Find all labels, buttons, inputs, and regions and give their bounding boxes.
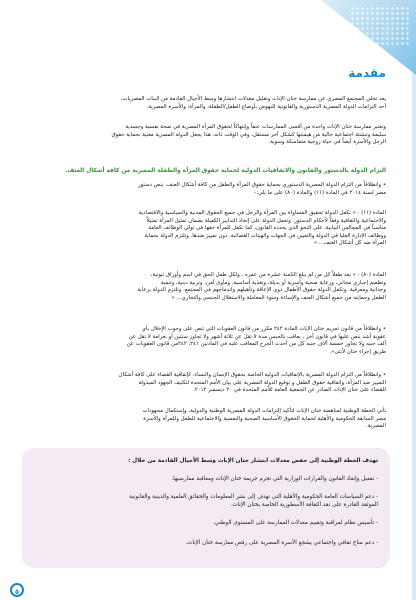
article-80-paragraph	[26, 272, 386, 302]
text-line: • وانطلاقاً من التزام الدولة المصرية الدستوري بحماية حقوق المرأة والطفل من كافة أشكال العنف، ينص دستور	[138, 182, 386, 188]
text-line: مصر السابقة الحكومية والأهلية لحماية الحقوق الأساسية الصحية والنفسية والاجتماعية للطفل وللمرأة والأسرة	[143, 415, 386, 422]
goal-item: - دعم مناخ ثقافي واجتماعي يشجع الأسرة المصرية على رفض ممارسة ختان الإناث.	[185, 540, 378, 546]
goal-item: الموثقة القادرة على نقد الثقافة الأسطورية الخاصة بختان الإناث.	[230, 502, 378, 508]
text-line: وجدانية ومعرفية. وتكفل الدولة حقوق الأطفال ذوي الإعاقة وتأهيلهم واندماجهم في المجتمع. وتلتزم الدولة برعاية	[137, 287, 386, 294]
text-line: المادة (٨٠) : « يعد طفلاً كل من لم يبلغ الثامنة عشرة من عمره ، ولكل طفل الحق في اسم وأوراق ثبوتية،	[150, 272, 386, 278]
text-line: • وانطلاقاً من قانون تجريم ختان الإناث المادة ٢٤٢ مكرر من قانون العقوبات التي تنص على وجوب الإخلال بأي	[141, 326, 386, 332]
intro-paragraph-1	[26, 96, 386, 111]
text-line: ووظائف الإدارة العليا في الدولة والتعيين في الجهات والهيئات القضائية، دون تمييز ضدها. وتلتزم الدولة بحماية	[144, 232, 386, 239]
text-line: سليمة وتنشئة اجتماعية خالية من هيمنتها كشكل آخر مستقل، وفي الوقت ذاته، هذا يجعل الدولة المصرية معنية بحماية حقوق	[111, 131, 386, 138]
section-heading: التزام الدولة بالدستور والقانون والاتفاقيات الدولية لحماية حقوق المرأة والطفلة المصرية من كافة أشكال العنف.	[65, 168, 386, 174]
goal-item: - تفعيل وإنفاذ القانون والقرارات الوزارية التي تجرم جريمة ختان الإناث ومعاقبة ممارسيها.	[171, 476, 378, 482]
text-line: التمييز ضد المرأة، واتفاقية حقوق الطفل و توقيع الدولة المصرية على بيان الأمم المتحدة لتكثيف الجهود المبذولة	[138, 379, 386, 386]
text-line: يعد تخلي المجتمع المصري عن ممارسة ختان الإناث وتقليل معدلات انتشارها وسط الأجيال القادمة من البنات المصريات،	[120, 96, 386, 102]
goals-box	[22, 448, 390, 568]
criminal-law-paragraph	[26, 326, 386, 356]
dot-pattern-decoration	[350, 6, 410, 46]
text-line: ألف جنيه ولا تجاوز خمسة آلاف جنيه كل من أحدث الجرح المعاقب عليه في المادتين ٢٤١، ٢٤٢من قانون العقوبات عن	[126, 341, 386, 348]
goal-item: - دعم السياسات العامة الحكومية والأهلية التي تهدف إلى نشر المعلومات والحقائق العلمية والدينية والقانونية	[129, 494, 378, 500]
side-stripe-decoration	[412, 0, 416, 600]
page-title: مقدمة	[348, 66, 386, 80]
text-line: عقوبة أشد ينص عليها في قانون آخر ، يعاقب بالحبس مدة لا تقل عن ثلاثة أشهر ولا تجاوز سنتين أو بغرامة لا تقل عن	[128, 333, 386, 340]
goal-item: - تأسيس نظام لمراقبة وتقييم معدلات الممارسة على المستوى الوطني.	[212, 520, 378, 526]
text-line: والاجتماعية والثقافية وفقاً لأحكام الدستور. وتعمل الدولة على إتخاذ التدابير الكفيلة بضمان تمثيل المرأة تمثيلاً	[146, 217, 386, 224]
text-line: تأتي الخطة الوطنية لمناهضة ختان الإناث لتأكيد إلتزامات الدولة المصرية الوطنية والدولية، وإستكمال مجهودات	[142, 408, 386, 414]
text-line: مناسباً في المجالس النيابية، على النحو الذي يحدده القانون، كما تكفل للمرأة حقها في تولي الوظائف العامة	[148, 225, 386, 232]
text-line: وتعتبر ممارسة ختان الإناث واحدة من أقسى الممارسات عنفاً وإنتهاكاً لحقوق المرأة المصرية في صحة نفسية وجسدية	[125, 124, 386, 130]
national-plan-paragraph	[26, 408, 386, 431]
text-line: أحد التزامات الدولة المصرية الدستورية والقانونية للنهوض بأوضاع الطفل/الطفلة، والمرأة، والأسرة المصرية.	[146, 103, 386, 110]
text-line: المادة (١١) : « تكفل الدولة تحقيق المساواة بين المرأة والرجل في جميع الحقوق المدنية والسياسية والاقتصادية	[138, 210, 386, 216]
page-number: ٥	[10, 583, 24, 597]
goals-intro: تهدف الخطة الوطنية إلى خفض معدلات انتشار ختان الإناث وسط الأجيال القادمة من خلال :	[128, 458, 378, 464]
text-line: المرأة ضد كل أشكال العنف... »	[313, 240, 386, 247]
text-line: • وانطلاقاً من التزام الدولة المصرية بالإتفاقيات الدولية الخاصة بحقوق الإنسان والنساء، كإتفاقية القضاء على كافة أشكال	[118, 372, 386, 378]
constitution-paragraph	[26, 182, 386, 197]
text-line: الطفل وحمايته من جميع أشكال العنف والإساءة وسوء المعاملة والاستغلال الجنسي والتجاري... »	[171, 294, 386, 301]
corner-decoration	[321, 0, 416, 75]
text-line: المصرية.	[365, 423, 386, 430]
article-11-paragraph	[26, 210, 386, 248]
text-line: للقضاء على ختان الإناث الصادر عن الجمعية العامة للأمم المتحدة في ٢٠ ديسمبر ٢٠١٢.	[193, 387, 386, 394]
text-line: طريق إجراء ختان لأنثى».	[329, 348, 386, 355]
text-line: الرجل والأسرة أيضاً في حياة زوجية متماسكة وسوية.	[268, 139, 386, 146]
international-agreements-paragraph	[26, 372, 386, 395]
text-line: مصر لسنة ٢٠١٤ في المادة (١١) والمادة (٨٠) على ما يلي:-	[254, 189, 386, 196]
text-line: وتطعيم إجباري مجاني، ورعاية صحية وأسرية أو بديلة، وتغذية أساسية، ومأوى آمن، وتربية دينية، وتنمية	[160, 279, 386, 286]
intro-paragraph-2	[26, 124, 386, 147]
